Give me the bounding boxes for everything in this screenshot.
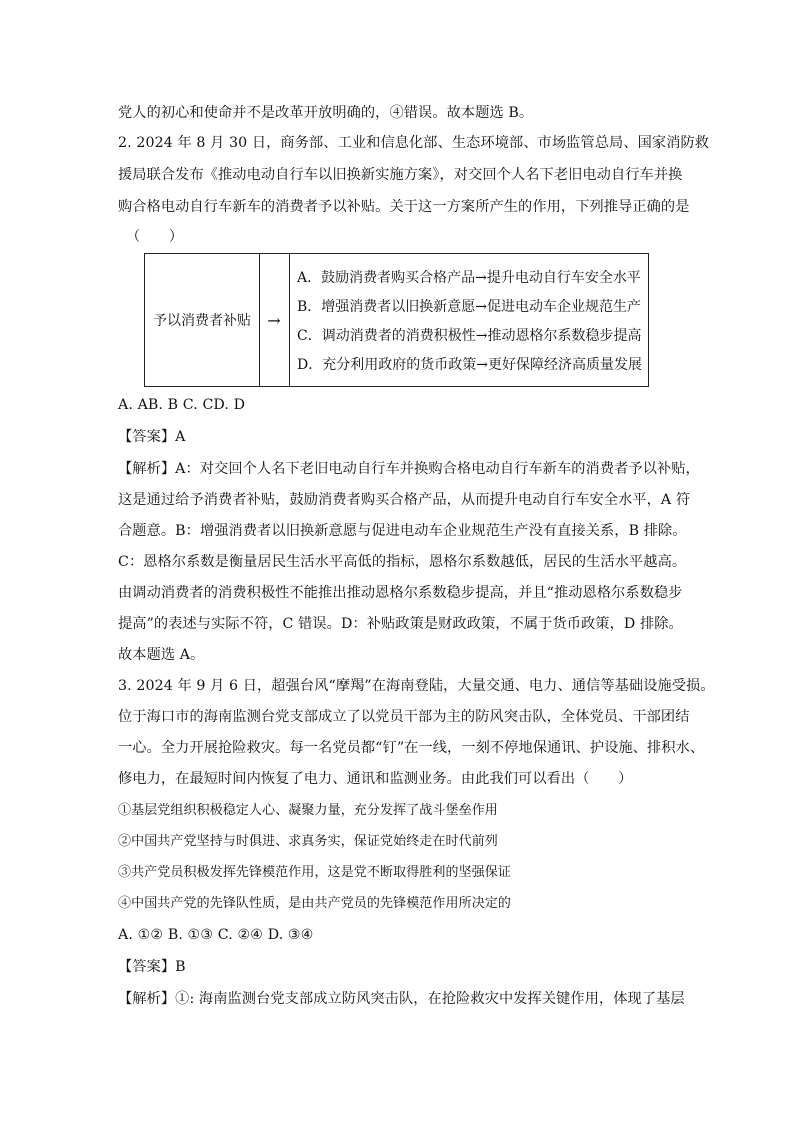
question-3-option: ②中国共产党坚持与时俱进、求真务实，保证党始终走在时代前列 [118,834,498,849]
analysis-line: 由调动消费者的消费积极性不能推出推动恩格尔系数稳步提高，并且“推动恩格尔系数稳步 [118,585,683,601]
question-3-option: ①基层党组织积极稳定人心、凝聚力量，充分发挥了战斗堡垒作用 [118,803,498,818]
question-3-stem: 位于海口市的海南监测台党支部成立了以党员干部为主的防风突击队，全体党员、干部团结 [118,709,690,725]
table-left-cell: 予以消费者补贴 [145,254,260,386]
question-2-stem: 2. 2024 年 8 月 30 日，商务部、工业和信息化部、生态环境部、市场监管总局、国家消防救 [118,135,710,151]
question-3-stem: 一心。全力开展抢险救灾。每一名党员都“钉”在一线，一刻不停地保通讯、护设施、排积水、 [118,740,705,756]
table-option-b: B．增强消费者以旧换新意愿→促进电动车企业规范生产 [297,299,642,315]
analysis-line: 提高”的表述与实际不符，C 错误。D：补贴政策是财政政策，不属于货币政策，D 排除。 [118,616,683,632]
table-option-d: D．充分利用政府的货币政策→更好保障经济高质量发展 [297,357,642,373]
analysis-line: 【解析】①: 海南监测台党支部成立防风突击队，在抢险救灾中发挥关键作用，体现了基层 [118,991,685,1007]
table-option-a: A．鼓励消费者购买合格产品→提升电动自行车安全水平 [297,270,641,286]
question-2-stem: 购合格电动自行车新车的消费者予以补贴。关于这一方案所产生的作用，下列推导正确的是 [118,199,690,215]
table-options [297,264,642,380]
table-option-c: C．调动消费者的消费积极性→推动恩格尔系数稳步提高 [297,328,642,344]
analysis-line: 故本题选 A。 [118,647,205,663]
question-2-answer: 【答案】A [118,429,186,445]
question-2-choices: A. AB. B C. CD. D [118,397,246,413]
analysis-line: C：恩格尔系数是衡量居民生活水平高低的指标，恩格尔系数越低，居民的生活水平越高。 [118,554,687,570]
question-3-option: ③共产党员积极发挥先锋模范作用，这是党不断取得胜利的坚强保证 [118,865,512,880]
options-table [144,253,649,387]
question-3-stem: 3. 2024 年 9 月 6 日，超强台风“摩羯”在海南登陆，大量交通、电力、通信等基础设施受损。 [118,678,715,694]
question-3-answer: 【答案】B [118,959,186,975]
question-3-option: ④中国共产党的先锋队性质，是由共产党员的先锋模范作用所决定的 [118,896,512,911]
arrow-icon: → [259,254,290,386]
question-2-blank: （ ） [126,229,184,245]
analysis-line: 合题意。B：增强消费者以旧换新意愿与促进电动车企业规范生产没有直接关系，B 排除。 [118,523,687,539]
analysis-line: 这是通过给予消费者补贴，鼓励消费者购买合格产品，从而提升电动自行车安全水平，A 符 [118,492,691,508]
text-line: 党人的初心和使命并不是改革开放明确的，④错误。故本题选 B。 [118,105,534,121]
analysis-line: 【解析】A：对交回个人名下老旧电动自行车并换购合格电动自行车新车的消费者予以补贴， [118,461,700,477]
question-3-stem: 修电力，在最短时间内恢复了电力、通讯和监测业务。由此我们可以看出（ ） [118,771,633,787]
question-3-choices: A. ①② B. ①③ C. ②④ D. ③④ [118,927,314,943]
question-2-stem: 援局联合发布《推动电动自行车以旧换新实施方案》，对交回个人名下老旧电动自行车并换 [118,167,683,183]
